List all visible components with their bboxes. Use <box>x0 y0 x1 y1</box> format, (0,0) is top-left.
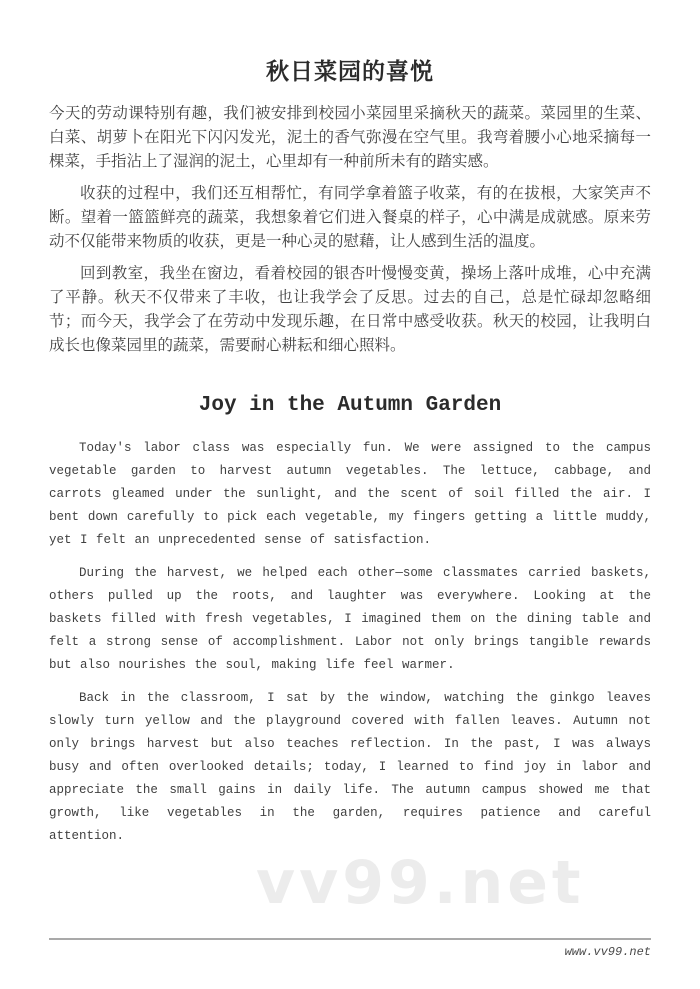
chinese-paragraph-1: 今天的劳动课特别有趣，我们被安排到校园小菜园里采摘秋天的蔬菜。菜园里的生菜、白菜、胡萝卜在阳光下闪闪发光，泥土的香气弥漫在空气里。我弯着腰小心地采摘每一棵菜，手指沾上了湿润的泥土，心里却有一种前所未有的踏实感。 <box>49 105 651 170</box>
english-essay-body <box>49 437 651 848</box>
footer-site-url: www.vv99.net <box>564 945 651 959</box>
chinese-paragraph-2: 收获的过程中，我们还互相帮忙，有同学拿着篮子收菜，有的在拔根，大家笑声不断。望着一篮篮鲜亮的蔬菜，我想象着它们进入餐桌的样子，心中满是成就感。原来劳动不仅能带来物质的收获，更是一种心灵的慰藉，让人感到生活的温度。 <box>49 185 651 250</box>
chinese-essay-title: 秋日菜园的喜悦 <box>266 59 434 84</box>
english-paragraph-2: During the harvest, we helped each other—some classmates carried baskets, others pulled up the roots, and laughter was everywhere. Looking at the baskets filled with fresh vegetables, I imagined them on the dining table and felt a strong sense of accomplishment. Labor not only brings tangible rewards but also nourishes the soul, making life feel warmer. <box>49 566 651 672</box>
site-watermark: vv99.net <box>256 848 585 918</box>
chinese-essay-body <box>49 102 651 358</box>
footer-divider <box>49 938 651 940</box>
english-paragraph-1: Today's labor class was especially fun. We were assigned to the campus vegetable garden to harvest autumn vegetables. The lettuce, cabbage, and carrots gleamed under the sunlight, and the scent of soil filled the air. I bent down carefully to pick each vegetable, my fingers getting a little muddy, yet I felt an unprecedented sense of satisfaction. <box>49 441 651 547</box>
chinese-paragraph-3: 回到教室，我坐在窗边，看着校园的银杏叶慢慢变黄，操场上落叶成堆，心中充满了平静。秋天不仅带来了丰收，也让我学会了反思。过去的自己，总是忙碌却忽略细节；而今天，我学会了在劳动中发现乐趣，在日常中感受收获。秋天的校园，让我明白成长也像菜园里的蔬菜，需要耐心耕耘和细心照料。 <box>49 265 651 354</box>
english-paragraph-3: Back in the classroom, I sat by the window, watching the ginkgo leaves slowly turn yellow and the playground covered with fallen leaves. Autumn not only brings harvest but also teaches reflection. In the past, I was always busy and often overlooked details; today, I learned to find joy in labor and appreciate the small gains in daily life. The autumn campus showed me that growth, like vegetables in the garden, requires patience and careful attention. <box>49 691 651 843</box>
english-essay-title: Joy in the Autumn Garden <box>198 394 502 417</box>
